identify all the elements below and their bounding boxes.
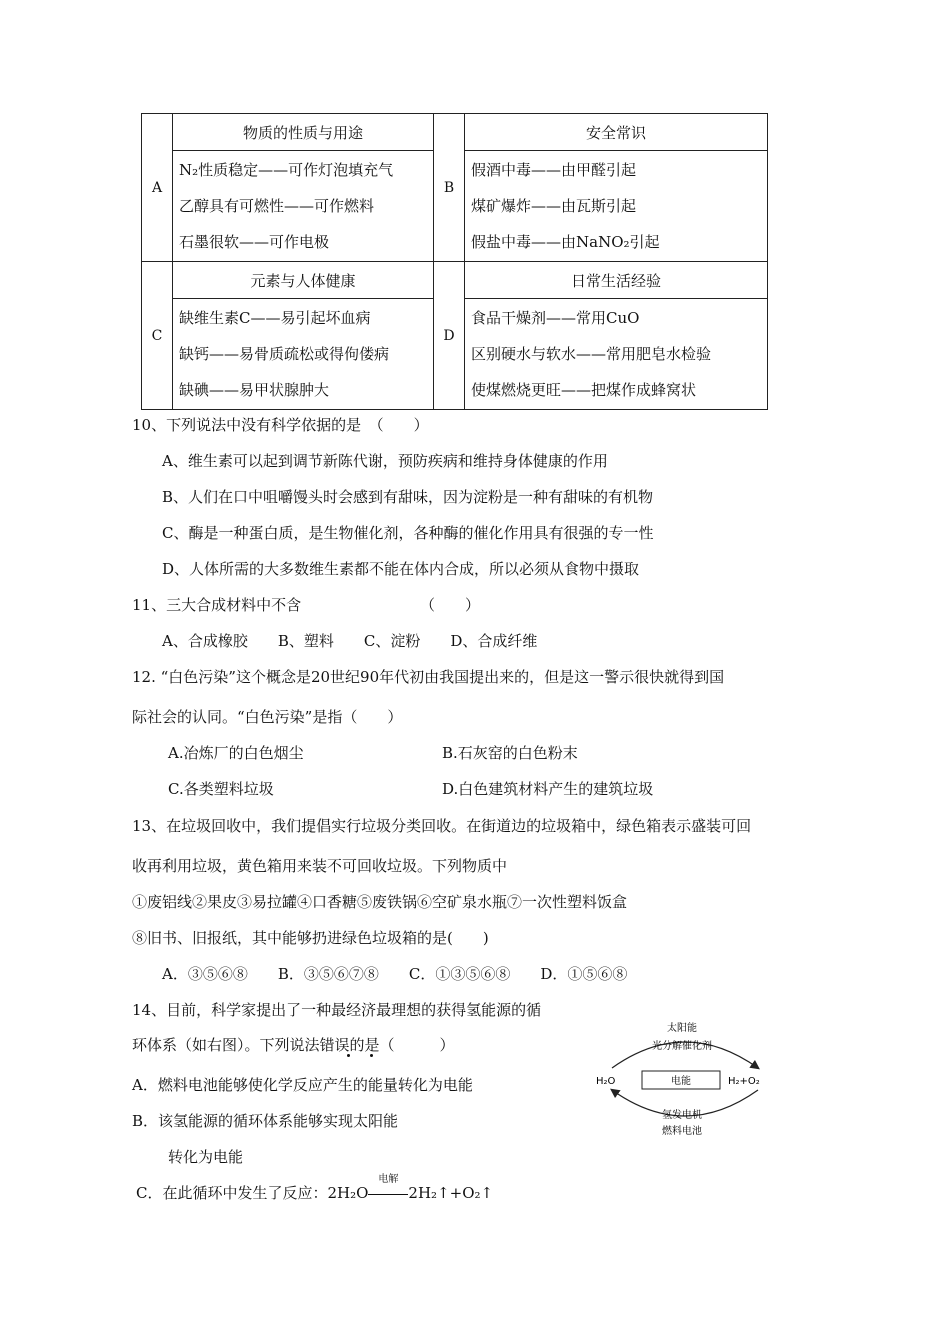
q13-line-3: ①废铝线②果皮③易拉罐④口香糖⑤废铁锅⑥空矿泉水瓶⑦一次性塑料饭盒 xyxy=(132,893,628,911)
cell-line: 缺碘——易甲状腺肿大 xyxy=(179,381,330,399)
label-hydrogen-oxygen: H₂+O₂ xyxy=(728,1076,760,1087)
label-catalyst: 光分解催化剂 xyxy=(652,1041,712,1052)
q14-option-b-1: B．该氢能源的循环体系能够实现太阳能 xyxy=(132,1112,399,1130)
table-header-d: 日常生活经验 xyxy=(465,262,768,299)
q14-option-c xyxy=(136,1174,494,1203)
cell-line: 乙醇具有可燃性——可作燃料 xyxy=(179,197,375,215)
table-cell-b xyxy=(465,151,768,262)
cell-line: 煤矿爆炸——由瓦斯引起 xyxy=(471,197,637,215)
q11-options: A、合成橡胶 B、塑料 C、淀粉 D、合成纤维 xyxy=(162,632,538,650)
q13-line-2: 收再利用垃圾，黄色箱用来装不可回收垃圾。下列物质中 xyxy=(132,857,508,875)
q13-line-4: ⑧旧书、旧报纸，其中能够扔进绿色垃圾箱的是( ) xyxy=(132,929,489,947)
q14-option-b-2: 转化为电能 xyxy=(168,1148,244,1166)
q14-line-2: 环体系（如右图）。下列说法错误的是（ ） xyxy=(132,1036,455,1054)
q10-stem: 10、下列说法中没有科学依据的是 （ ） xyxy=(132,416,429,434)
emphasis-dot xyxy=(370,1054,373,1057)
q12-line-1: 12. “白色污染”这个概念是20世纪90年代初由我国提出来的，但是这一警示很快就得到国 xyxy=(132,668,725,686)
options-table xyxy=(141,113,768,410)
q14-line-1: 14、目前，科学家提出了一种最经济最理想的获得氢能源的循 xyxy=(132,1001,542,1019)
cell-line: 区别硬水与软水——常用肥皂水检验 xyxy=(471,345,712,363)
option-letter-a: A xyxy=(142,114,173,262)
q14-option-c-suffix: 2H₂↑+O₂↑ xyxy=(408,1184,494,1202)
q10-option-a: A、维生素可以起到调节新陈代谢，预防疾病和维持身体健康的作用 xyxy=(162,452,608,470)
electrolysis-condition: 电解 xyxy=(378,1174,399,1185)
q10-option-b: B、人们在口中咀嚼馒头时会感到有甜味，因为淀粉是一种有甜味的有机物 xyxy=(162,488,654,506)
q10-option-d: D、人体所需的大多数维生素都不能在体内合成，所以必须从食物中摄取 xyxy=(162,560,640,578)
cell-line: 食品干燥剂——常用CuO xyxy=(471,309,640,327)
hydrogen-cycle-diagram xyxy=(590,1018,780,1148)
option-letter-c: C xyxy=(142,262,173,410)
q12-option-a: A.冶炼厂的白色烟尘 xyxy=(168,744,304,762)
cell-line: 使煤燃烧更旺——把煤作成蜂窝状 xyxy=(471,381,697,399)
q10-option-c: C、酶是一种蛋白质，是生物催化剂，各种酶的催化作用具有很强的专一性 xyxy=(162,524,654,542)
label-hydrogen-generator: 氢发电机 xyxy=(662,1110,702,1121)
table-header-a: 物质的性质与用途 xyxy=(173,114,434,151)
cell-line: 石墨很软——可作电极 xyxy=(179,233,330,251)
cell-line: 假盐中毒——由NaNO₂引起 xyxy=(471,233,660,251)
option-letter-b: B xyxy=(434,114,465,262)
q14-option-a: A．燃料电池能够使化学反应产生的能量转化为电能 xyxy=(132,1076,473,1094)
q11-bracket: （ ） xyxy=(420,596,481,614)
cell-line: 假酒中毒——由甲醛引起 xyxy=(471,161,637,179)
table-cell-d xyxy=(465,299,768,410)
q11-stem: 11、三大合成材料中不含 xyxy=(132,596,302,614)
label-electric-energy: 电能 xyxy=(671,1076,691,1087)
q12-option-c: C.各类塑料垃圾 xyxy=(168,780,274,798)
option-letter-d: D xyxy=(434,262,465,410)
label-water: H₂O xyxy=(596,1076,616,1087)
table-header-b: 安全常识 xyxy=(465,114,768,151)
q12-line-2: 际社会的认同。“白色污染”是指（ ） xyxy=(132,708,403,726)
table-cell-a xyxy=(173,151,434,262)
cell-line: 缺维生素C——易引起坏血病 xyxy=(179,309,371,327)
cell-line: N₂性质稳定——可作灯泡填充气 xyxy=(179,161,394,179)
q12-option-d: D.白色建筑材料产生的建筑垃圾 xyxy=(442,780,654,798)
table-cell-c xyxy=(173,299,434,410)
emphasis-dot xyxy=(347,1054,350,1057)
label-fuel-cell: 燃料电池 xyxy=(662,1126,702,1137)
q12-option-b: B.石灰窑的白色粉末 xyxy=(442,744,578,762)
cell-line: 缺钙——易骨质疏松或得佝偻病 xyxy=(179,345,390,363)
electrolysis-arrow xyxy=(368,1174,408,1202)
q13-line-1: 13、在垃圾回收中，我们提倡实行垃圾分类回收。在街道边的垃圾箱中，绿色箱表示盛装可回 xyxy=(132,817,752,835)
table-header-c: 元素与人体健康 xyxy=(173,262,434,299)
q14-option-c-prefix: C．在此循环中发生了反应：2H₂O xyxy=(136,1184,369,1202)
q13-options: A．③⑤⑥⑧ B．③⑤⑥⑦⑧ C．①③⑤⑥⑧ D．①⑤⑥⑧ xyxy=(162,965,628,983)
label-solar-energy: 太阳能 xyxy=(667,1023,697,1034)
